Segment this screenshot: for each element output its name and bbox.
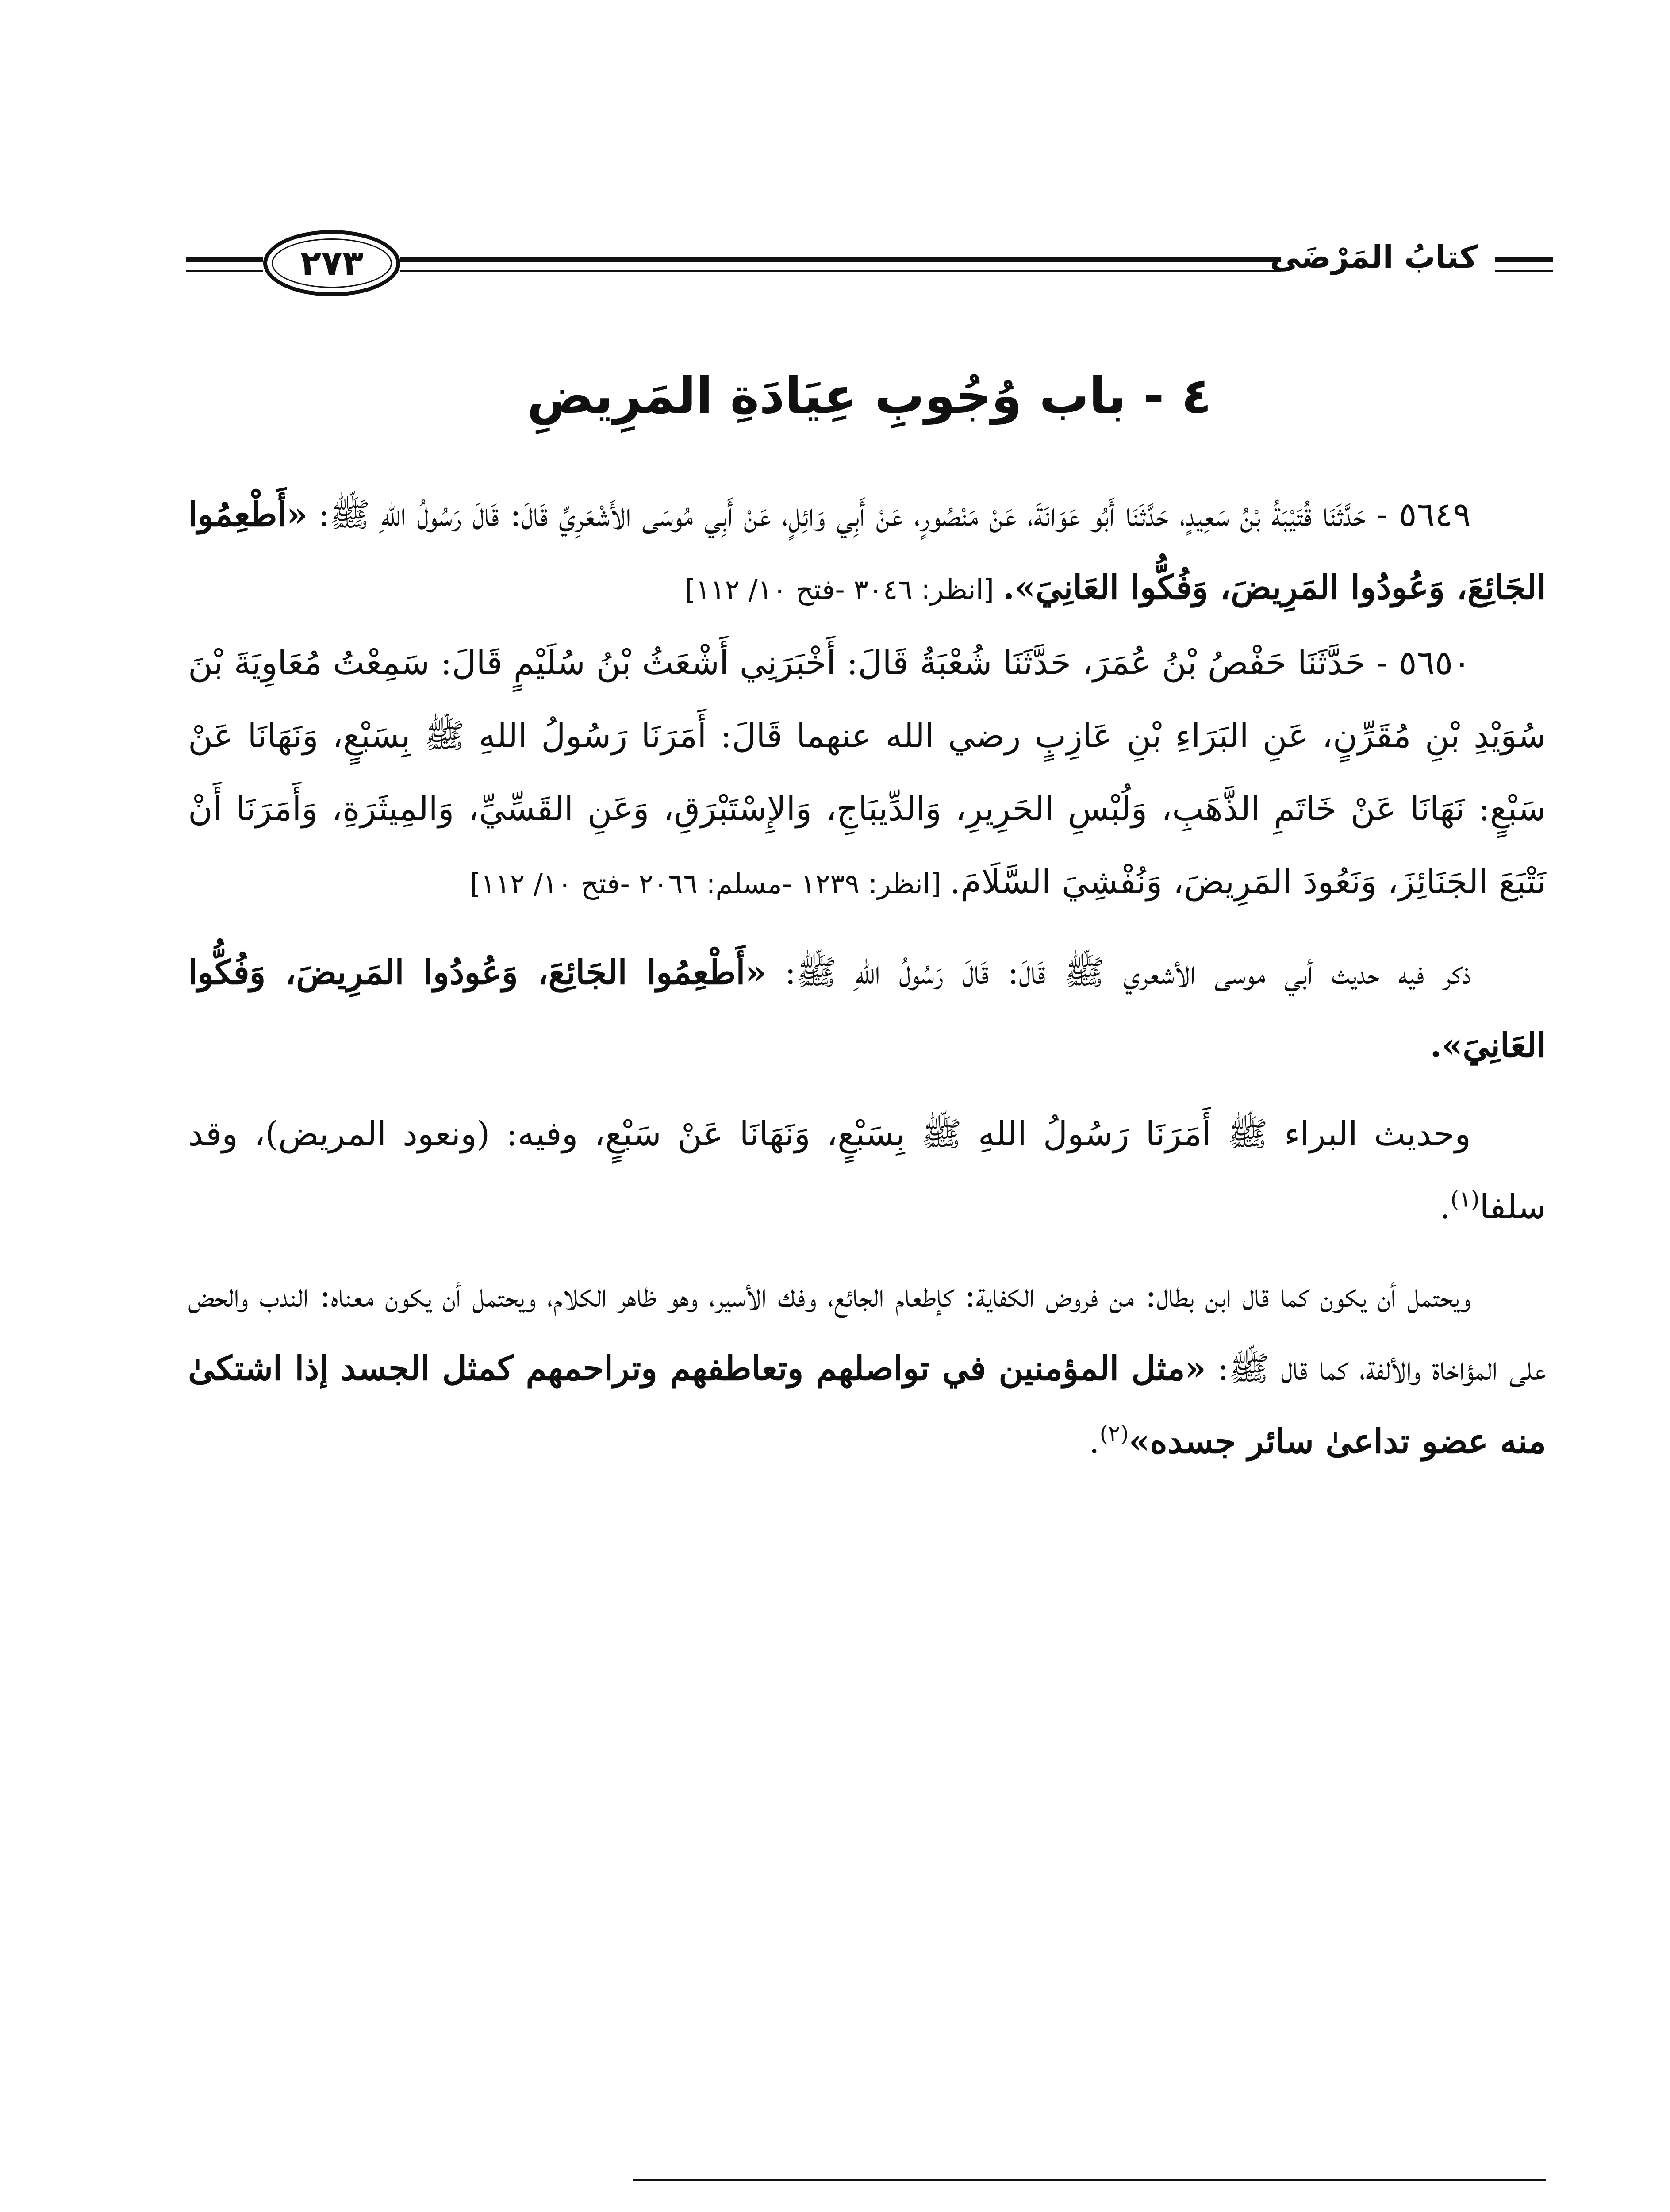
header-rule-center-bottom xyxy=(400,270,1281,272)
header-rule-right-bottom xyxy=(1495,270,1553,272)
book-title: كتابُ المَرْضَى xyxy=(1270,239,1478,275)
commentary-paragraph-3 xyxy=(188,1259,1546,1478)
footnote-ref-1[interactable]: (١) xyxy=(1450,1186,1480,1212)
header-rule-center-top xyxy=(400,257,1281,262)
footnote-separator xyxy=(633,2179,1546,2181)
commentary-2-text: وحديث البراء ﷺ أَمَرَنَا رَسُولُ اللهِ ﷺ بِسَبْعٍ، وَنَهَانَا عَنْ سَبْعٍ، وفيه: (ونعود المريض)، وقد سلفا xyxy=(188,1114,1546,1226)
header-rule-left-bottom xyxy=(186,270,263,272)
hadith-5650-reference: [انظر: ١٢٣٩ -مسلم: ٢٠٦٦ -فتح ١٠/ ١١٢] xyxy=(470,868,950,900)
commentary-3-quote: «مثل المؤمنين في تواصلهم وتعاطفهم وتراحمهم كمثل الجسد إذا اشتكىٰ منه عضو تداعىٰ سائر جسده» xyxy=(188,1348,1546,1461)
hadith-5650-text: ٥٦٥٠ - حَدَّثَنَا حَفْصُ بْنُ عُمَرَ، حَدَّثَنَا شُعْبَةُ قَالَ: أَخْبَرَنِي أَشْعَثُ بْنُ سُلَيْمٍ قَالَ: سَمِعْتُ مُعَاوِيَةَ بْنَ سُوَيْدِ بْنِ مُقَرِّنٍ، عَنِ البَرَاءِ بْنِ عَازِبٍ رضي الله عنهما قَالَ: أَمَرَنَا رَسُولُ اللهِ ﷺ بِسَبْعٍ، وَنَهَانَا عَنْ سَبْعٍ: نَهَانَا عَنْ خَاتَمِ الذَّهَبِ، وَلُبْسِ الحَرِيرِ، وَالدِّيبَاجِ، وَالإِسْتَبْرَقِ، وَعَنِ القَسِّيِّ، وَالمِيثَرَةِ، وَأَمَرَنَا أَنْ نَتْبَعَ الجَنَائِزَ، وَنَعُودَ المَرِيضَ، وَنُفْشِيَ السَّلَامَ. xyxy=(188,643,1546,901)
page-number: ٢٧٣ xyxy=(300,243,364,283)
hadith-5649-matn: «أَطْعِمُوا الجَائِعَ، وَعُودُوا المَرِيضَ، وَفُكُّوا العَانِيَ». xyxy=(188,495,1546,607)
footnote-ref-2[interactable]: (٢) xyxy=(1099,1421,1129,1447)
page-number-oval xyxy=(263,230,400,296)
header-rule-left-top xyxy=(186,257,263,262)
commentary-paragraph-1 xyxy=(188,936,1546,1082)
main-text xyxy=(188,478,1546,1478)
commentary-paragraph-2 xyxy=(188,1097,1546,1243)
hadith-5649 xyxy=(188,478,1546,626)
hadith-5649-reference: [انظر: ٣٠٤٦ -فتح ١٠/ ١١٢] xyxy=(684,573,1003,606)
running-header xyxy=(186,230,1553,301)
hadith-5650 xyxy=(188,626,1546,920)
commentary-2-end: . xyxy=(1440,1187,1451,1226)
commentary-3-lead: ويحتمل أن يكون كما قال ابن بطال: من فروض الكفاية: كإطعام الجائع، وفك الأسير، وهو ظاهر الكلام، ويحتمل أن يكون معناه: الندب والحض على المؤاخاة والألفة، كما قال ﷺ: xyxy=(188,1275,1547,1388)
chapter-title: ٤ - باب وُجُوبِ عِيَادَةِ المَرِيضِ xyxy=(527,367,1212,425)
hadith-5649-isnad: ٥٦٤٩ - حَدَّثَنَا قُتَيْبَةُ بْنُ سَعِيدٍ، حَدَّثَنَا أَبُو عَوَانَةَ، عَنْ مَنْصُورٍ، عَنْ أَبِي وَائِلٍ، عَنْ أَبِي مُوسَى الأَشْعَرِيِّ قَالَ: قَالَ رَسُولُ اللهِ ﷺ: xyxy=(307,495,1471,534)
header-rule-right-top xyxy=(1495,257,1553,262)
commentary-1-quote: «أَطْعِمُوا الجَائِعَ، وَعُودُوا المَرِيضَ، وَفُكُّوا العَانِيَ». xyxy=(188,952,1546,1065)
commentary-1-lead: ذكر فيه حديث أبي موسى الأشعري ﷺ قَالَ: قَالَ رَسُولُ اللهِ ﷺ: xyxy=(766,952,1471,992)
commentary-3-end: . xyxy=(1089,1421,1100,1461)
